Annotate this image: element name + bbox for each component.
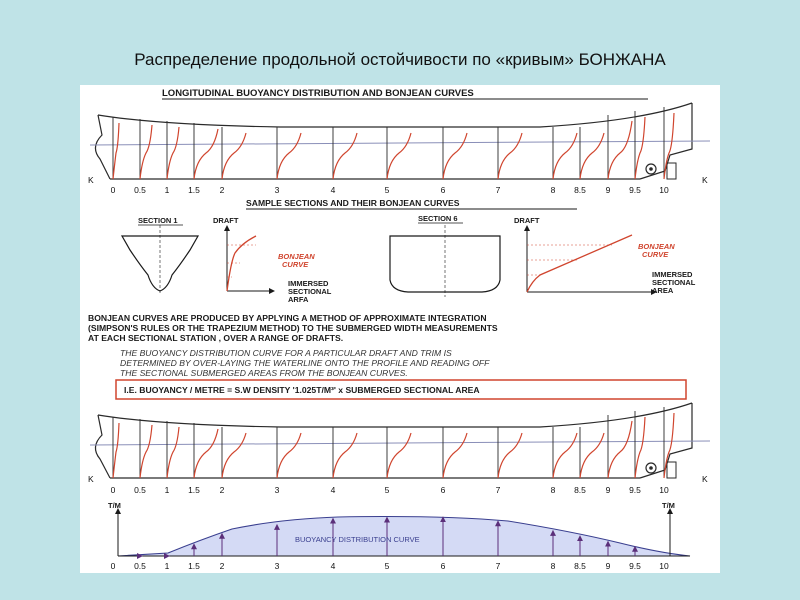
station-label: 4 xyxy=(330,185,336,195)
deck-line xyxy=(98,403,692,427)
station-label: 5 xyxy=(384,185,390,195)
station-label: 0 xyxy=(110,485,116,495)
station-label: 5 xyxy=(384,561,390,571)
section-1-area-label-3: ARFA xyxy=(288,295,309,304)
bonjean-curve xyxy=(664,413,674,478)
bonjean-curve xyxy=(333,133,357,179)
station-label: 7 xyxy=(495,561,501,571)
section-1-title: SECTION 1 xyxy=(138,216,178,225)
section-1-area-label-2: SECTIONAL xyxy=(288,287,332,296)
section-1-area-label-1: IMMERSED xyxy=(288,279,329,288)
propeller-hub xyxy=(649,167,653,171)
buoyancy-distribution-chart xyxy=(108,501,690,556)
station-label: 6 xyxy=(440,561,446,571)
station-label: 4 xyxy=(330,561,336,571)
samples-title: SAMPLE SECTIONS AND THEIR BONJEAN CURVES xyxy=(246,198,460,208)
station-label: 10 xyxy=(659,561,669,571)
station-label: 0.5 xyxy=(134,561,146,571)
station-labels-middle xyxy=(111,485,669,495)
station-label: 9 xyxy=(605,485,611,495)
section-6-area-label-3: AREA xyxy=(652,286,674,295)
section-6-draft-label: DRAFT xyxy=(514,216,540,225)
station-label: 1.5 xyxy=(188,185,200,195)
station-label: 1.5 xyxy=(188,485,200,495)
explanation-line-3: AT EACH SECTIONAL STATION , OVER A RANGE OF DRAFTS. xyxy=(88,333,344,343)
station-label: 2 xyxy=(219,485,225,495)
station-label: 1 xyxy=(164,561,170,571)
hull-profile-bottom xyxy=(88,403,710,484)
bonjean-curve xyxy=(443,433,467,478)
station-label: 8.5 xyxy=(574,185,586,195)
bonjean-curve xyxy=(222,433,246,478)
section-6-bonjean-curve xyxy=(527,235,632,292)
bonjean-curve xyxy=(277,133,301,179)
station-label: 9 xyxy=(605,561,611,571)
station-label: 2 xyxy=(219,561,225,571)
rudder xyxy=(667,163,676,179)
section-6-area-label-2: SECTIONAL xyxy=(652,278,696,287)
waterline xyxy=(90,141,710,145)
station-labels-bottom xyxy=(111,561,669,571)
station-label: 6 xyxy=(440,185,446,195)
bonjean-curve xyxy=(113,123,119,179)
bonjean-curve xyxy=(635,117,645,179)
bonjean-curve xyxy=(635,417,645,478)
station-label: 10 xyxy=(659,485,669,495)
explanation-line-2: (SIMPSON'S RULES OR THE TRAPEZIUM METHOD) TO THE SUBMERGED WIDTH MEASUREMENTS xyxy=(88,323,498,333)
bonjean-curve xyxy=(113,423,119,478)
bonjean-curve xyxy=(167,427,179,478)
keel-marker-left: K xyxy=(88,175,94,185)
buoyancy-note-line-2: DETERMINED BY OVER-LAYING THE WATERLINE ONTO THE PROFILE AND READING OFF xyxy=(120,358,490,368)
bonjean-curve xyxy=(333,433,357,478)
section-1-curve-label-1: BONJEAN xyxy=(278,252,315,261)
bonjean-curve xyxy=(664,113,674,179)
station-label: 9.5 xyxy=(629,485,641,495)
station-label: 3 xyxy=(274,485,280,495)
station-labels-top xyxy=(111,185,669,195)
bonjean-curve xyxy=(140,425,152,478)
keel-marker-right: K xyxy=(702,474,708,484)
station-label: 0.5 xyxy=(134,485,146,495)
section-6-shape xyxy=(390,236,500,292)
station-label: 3 xyxy=(274,561,280,571)
bonjean-figure xyxy=(80,85,720,573)
section-1-bonjean-curve xyxy=(227,236,256,291)
section-6-title: SECTION 6 xyxy=(418,214,458,223)
waterline xyxy=(90,441,710,445)
propeller-hub xyxy=(649,466,653,470)
bonjean-curve xyxy=(222,133,246,179)
station-label: 9.5 xyxy=(629,561,641,571)
bonjean-curve xyxy=(194,429,218,478)
section-6-area-label-1: IMMERSED xyxy=(652,270,693,279)
station-label: 5 xyxy=(384,485,390,495)
station-label: 0 xyxy=(110,561,116,571)
bonjean-curve xyxy=(553,433,577,478)
distribution-label: BUOYANCY DISTRIBUTION CURVE xyxy=(295,535,420,544)
station-label: 9.5 xyxy=(629,185,641,195)
bow-line xyxy=(95,115,110,179)
tm-label-right: T/M xyxy=(662,501,675,510)
keel-marker-left: K xyxy=(88,474,94,484)
bonjean-curve xyxy=(608,421,632,478)
station-label: 2 xyxy=(219,185,225,195)
bonjean-curve xyxy=(387,133,411,179)
bonjean-curve xyxy=(167,127,179,179)
station-label: 10 xyxy=(659,185,669,195)
bonjean-curve xyxy=(194,129,218,179)
slide-title: Распределение продольной остойчивости по «кривым» БОНЖАНА xyxy=(134,50,666,69)
station-label: 8 xyxy=(550,185,556,195)
bow-line xyxy=(95,415,110,478)
bonjean-curve xyxy=(140,125,152,179)
bonjean-curve xyxy=(498,133,522,179)
rudder xyxy=(667,462,676,478)
station-label: 8 xyxy=(550,561,556,571)
tm-label-left: T/M xyxy=(108,501,121,510)
station-label: 0 xyxy=(110,185,116,195)
bonjean-curve xyxy=(608,121,632,179)
bonjean-curve xyxy=(553,133,577,179)
section-1-draft-label: DRAFT xyxy=(213,216,239,225)
station-label: 7 xyxy=(495,185,501,195)
section-6-curve-label-1: BONJEAN xyxy=(638,242,675,251)
bonjean-curve xyxy=(580,433,604,478)
bonjean-curve xyxy=(443,133,467,179)
buoyancy-note-line-3: THE SECTIONAL SUBMERGED AREAS FROM THE BONJEAN CURVES. xyxy=(120,368,408,378)
figure-title: LONGITUDINAL BUOYANCY DISTRIBUTION AND BONJEAN CURVES xyxy=(162,88,474,99)
station-label: 3 xyxy=(274,185,280,195)
buoyancy-note-line-1: THE BUOYANCY DISTRIBUTION CURVE FOR A PARTICULAR DRAFT AND TRIM IS xyxy=(120,348,452,358)
station-label: 1 xyxy=(164,185,170,195)
hull-profile-top xyxy=(88,103,710,185)
bonjean-curve xyxy=(387,433,411,478)
explanation-line-1: BONJEAN CURVES ARE PRODUCED BY APPLYING A METHOD OF APPROXIMATE INTEGRATION xyxy=(88,313,487,323)
station-label: 8 xyxy=(550,485,556,495)
bonjean-curve xyxy=(498,433,522,478)
keel-marker-right: K xyxy=(702,175,708,185)
section-6-sample xyxy=(390,214,696,297)
formula-text: I.E. BUOYANCY / METRE = S.W DENSITY '1.025T/M³' x SUBMERGED SECTIONAL AREA xyxy=(124,385,480,395)
section-1-sample xyxy=(122,216,332,304)
section-1-curve-label-2: CURVE xyxy=(282,260,309,269)
figure-canvas xyxy=(80,85,720,573)
station-label: 1.5 xyxy=(188,561,200,571)
bonjean-curve xyxy=(580,133,604,179)
station-label: 8.5 xyxy=(574,485,586,495)
section-6-curve-label-2: CURVE xyxy=(642,250,669,259)
bonjean-curve xyxy=(277,433,301,478)
station-label: 7 xyxy=(495,485,501,495)
station-label: 0.5 xyxy=(134,185,146,195)
deck-line xyxy=(98,103,692,127)
station-label: 8.5 xyxy=(574,561,586,571)
station-label: 9 xyxy=(605,185,611,195)
station-label: 1 xyxy=(164,485,170,495)
station-label: 6 xyxy=(440,485,446,495)
station-label: 4 xyxy=(330,485,336,495)
